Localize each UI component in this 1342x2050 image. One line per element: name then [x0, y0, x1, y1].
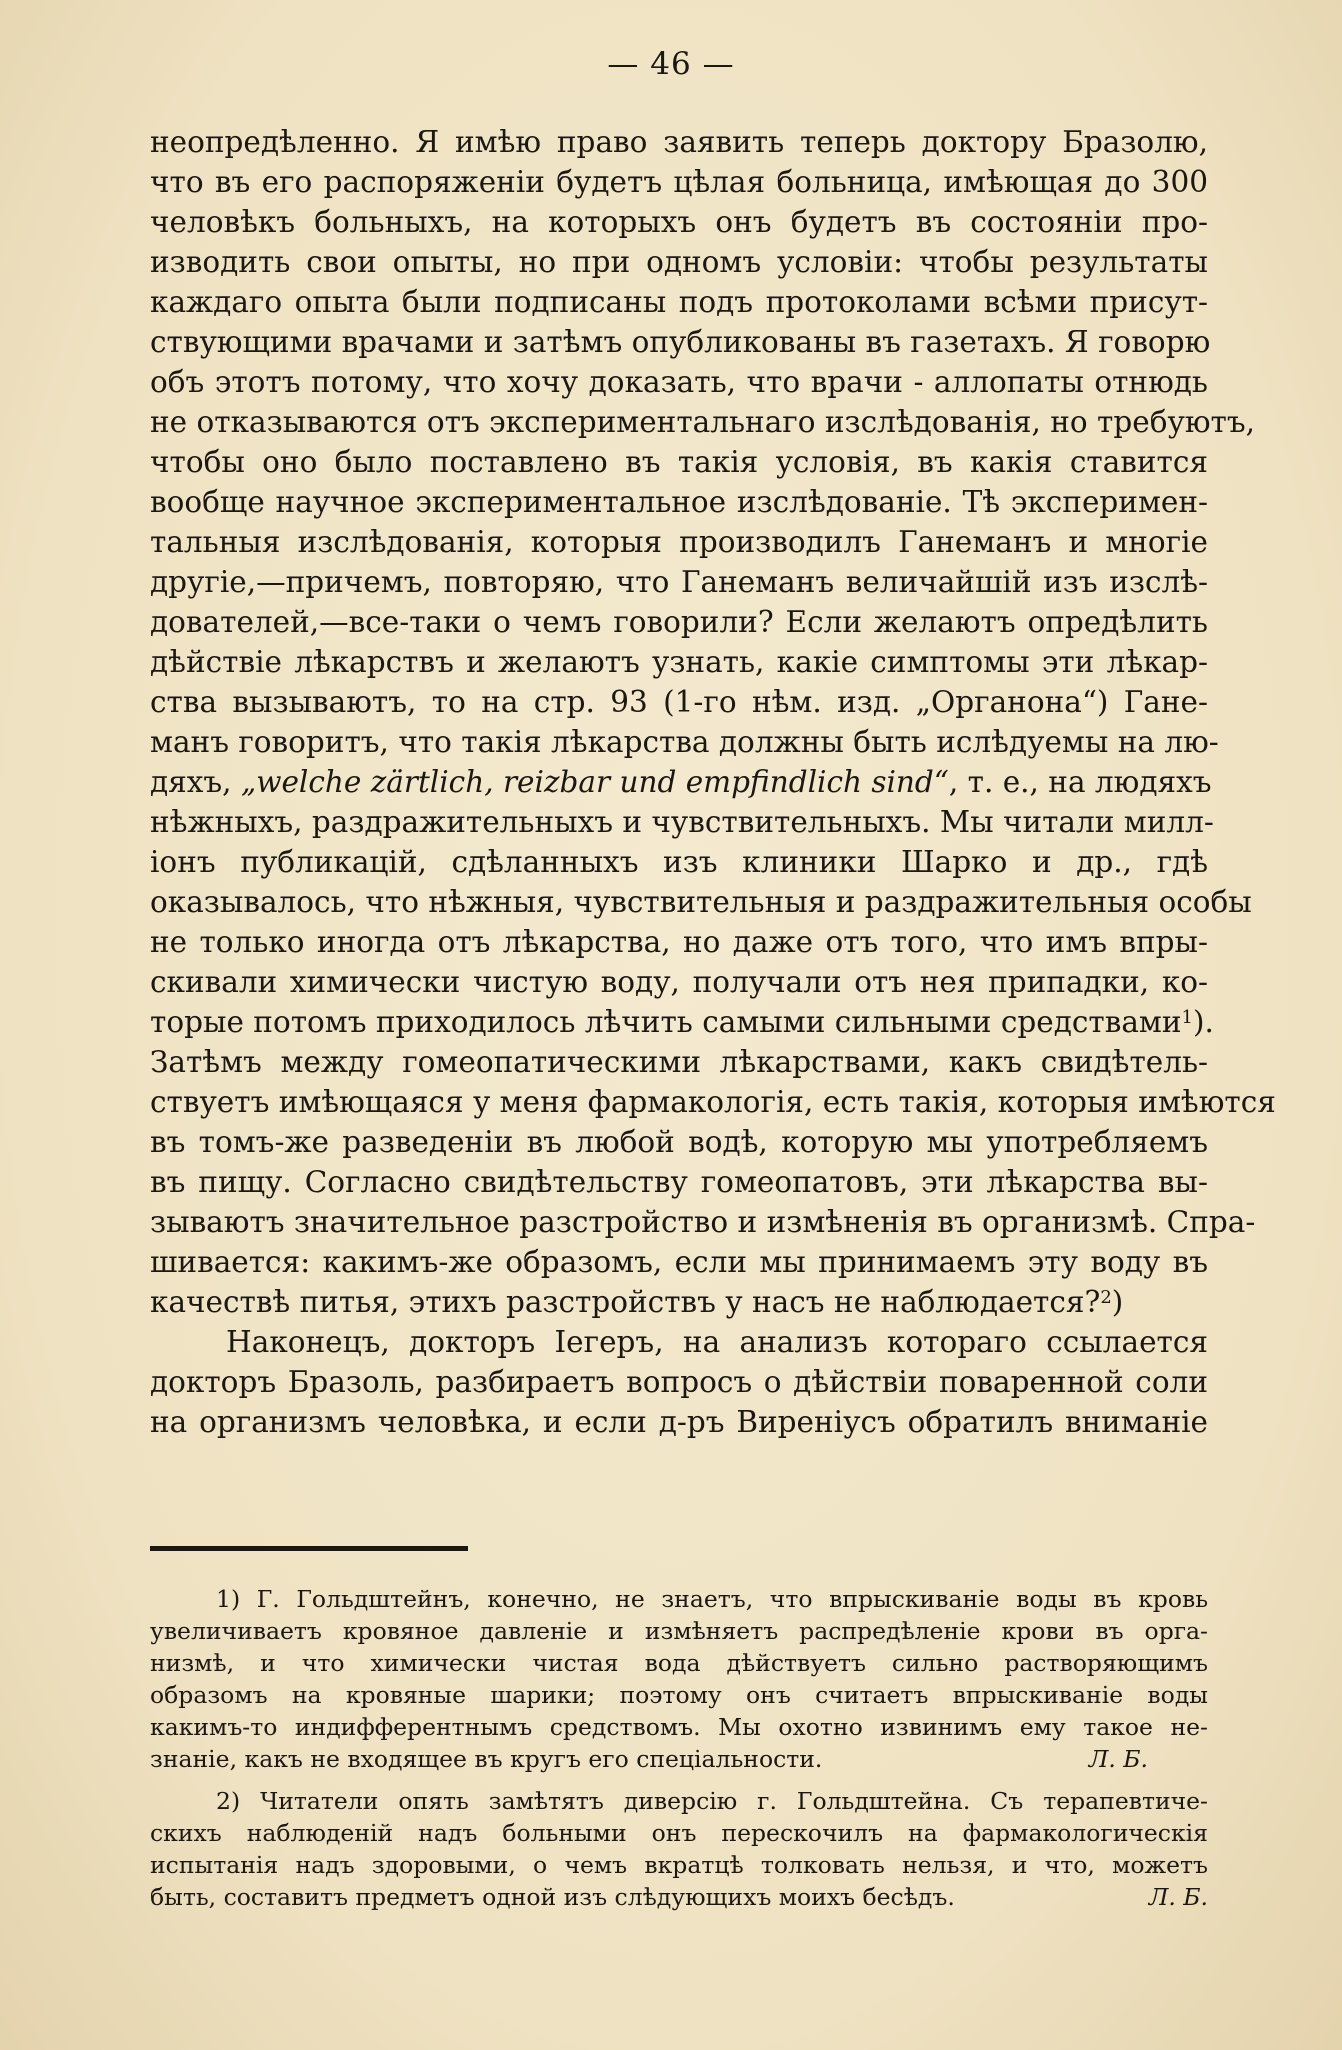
footnote-text: быть, составитъ предметъ одной изъ слѣдующихъ моихъ бесѣдъ.: [150, 1883, 955, 1911]
text-line: въ томъ-же разведеніи въ любой водѣ, которую мы употребляемъ: [150, 1125, 1208, 1159]
footnotes: [150, 1583, 1208, 1913]
text-line: чтобы оно было поставлено въ такія условія, въ какія ставится: [150, 445, 1208, 479]
text-line: человѣкъ больныхъ, на которыхъ онъ будетъ въ состояніи про-: [150, 205, 1208, 239]
footnote-ref-1: 1: [1181, 1007, 1193, 1028]
footnote-2-line: испытанія надъ здоровыми, о чемъ вкратцѣ толковать нельзя, и что, можетъ: [150, 1851, 1208, 1879]
footnote-2-last-line: [150, 1881, 1208, 1913]
text-line: не только иногда отъ лѣкарства, но даже отъ того, что имъ впры-: [150, 925, 1208, 959]
text-line: каждаго опыта были подписаны подъ протоколами всѣми присут-: [150, 285, 1208, 319]
text-line: на организмъ человѣка, и если д-ръ Виреніусъ обратилъ вниманіе: [150, 1405, 1208, 1439]
text-line: скивали химически чистую воду, получали отъ нея припадки, ко-: [150, 965, 1208, 999]
text-line: іонъ публикацій, сдѣланныхъ изъ клиники Шарко и др., гдѣ: [150, 845, 1208, 879]
footnote-text: знаніе, какъ не входящее въ кругъ его спеціальности.: [150, 1745, 823, 1773]
footnote-1-line: низмѣ, и что химически чистая вода дѣйствуетъ сильно растворяющимъ: [150, 1649, 1208, 1677]
text-line: объ этотъ потому, что хочу доказать, что врачи - аллопаты отнюдь: [150, 365, 1208, 399]
text-line-with-footnote-ref: [150, 1002, 1214, 1042]
text-line: Затѣмъ между гомеопатическими лѣкарствами, какъ свидѣтель-: [150, 1045, 1208, 1079]
footnote-2-line: 2) Читатели опять замѣтятъ диверсію г. Гольдштейна. Съ терапевтиче-: [216, 1787, 1208, 1815]
footnote-ref-2: 2: [1100, 1287, 1112, 1308]
text-line: нѣжныхъ, раздражительныхъ и чувствительныхъ. Мы читали милл-: [150, 805, 1214, 839]
text-line: оказывалось, что нѣжныя, чувствительныя и раздражительныя особы: [150, 885, 1252, 919]
text-line: въ пищу. Согласно свидѣтельству гомеопатовъ, эти лѣкарства вы-: [150, 1165, 1208, 1199]
page-number: — 46 —: [607, 46, 735, 82]
text-line: зываютъ значительное разстройство и измѣненія въ организмѣ. Спра-: [150, 1205, 1256, 1239]
footnote-divider: [150, 1546, 468, 1551]
text-line: другіе,—причемъ, повторяю, что Ганеманъ величайшій изъ изслѣ-: [150, 565, 1208, 599]
text-line: изводить свои опыты, но при одномъ условіи: чтобы результаты: [150, 245, 1208, 279]
text-line: неопредѣленно. Я имѣю право заявить теперь доктору Бразолю,: [150, 125, 1208, 159]
text-line: что въ его распоряженіи будетъ цѣлая больница, имѣющая до 300: [150, 165, 1208, 199]
text-line: докторъ Бразоль, разбираетъ вопросъ о дѣйствіи поваренной соли: [150, 1365, 1208, 1399]
text-line: дователей,—все-таки о чемъ говорили? Если желаютъ опредѣлить: [150, 605, 1208, 639]
text-line: не отказываются отъ экспериментальнаго изслѣдованія, но требуютъ,: [150, 405, 1255, 439]
text-fragment: ).: [1192, 1005, 1214, 1039]
text-line: шивается: какимъ-же образомъ, если мы принимаемъ эту воду въ: [150, 1245, 1208, 1279]
footnote-1-line: 1) Г. Гольдштейнъ, конечно, не знаетъ, что впрыскиваніе воды въ кровь: [216, 1585, 1208, 1613]
text-fragment: качествѣ питья, этихъ разстройствъ у насъ не наблюдается?: [150, 1285, 1101, 1319]
footnote-1-last-line: [150, 1743, 1208, 1775]
footnote-1-line: какимъ-то индифферентнымъ средствомъ. Мы охотно извинимъ ему такое не-: [150, 1713, 1208, 1741]
paragraph-start: Наконецъ, докторъ Іегеръ, на анализъ котораго ссылается: [226, 1325, 1208, 1359]
text-line: вообще научное экспериментальное изслѣдованіе. Тѣ эксперимен-: [150, 485, 1208, 519]
text-fragment: дяхъ,: [150, 765, 241, 799]
text-fragment: , т. е., на людяхъ: [948, 765, 1212, 799]
text-line: манъ говоритъ, что такія лѣкарства должны быть ислѣдуемы на лю-: [150, 725, 1219, 759]
footnote-2-line: скихъ наблюденій надъ больными онъ перескочилъ на фармакологическія: [150, 1819, 1208, 1847]
main-text: [150, 122, 1276, 1442]
text-line: дѣйствіе лѣкарствъ и желаютъ узнать, какіе симптомы эти лѣкар-: [150, 645, 1208, 679]
german-quote: „welche zärtlich, reizbar und empfindlich sind“: [240, 765, 949, 799]
footnote-signature: Л. Б.: [1088, 1745, 1148, 1773]
footnote-1-line: увеличиваетъ кровяное давленіе и измѣняетъ распредѣленіе крови въ орга-: [150, 1617, 1208, 1645]
text-line-with-footnote-ref: [150, 1282, 1208, 1322]
text-fragment: торые потомъ приходилось лѣчить самыми сильными средствами: [150, 1005, 1182, 1039]
text-line-with-german-quote: [150, 762, 1212, 802]
text-fragment: ): [1111, 1285, 1124, 1319]
text-line: ствующими врачами и затѣмъ опубликованы въ газетахъ. Я говорю: [150, 325, 1211, 359]
text-line: тальныя изслѣдованія, которыя производилъ Ганеманъ и многіе: [150, 525, 1208, 559]
footnote-1-line: образомъ на кровяные шарики; поэтому онъ считаетъ впрыскиваніе воды: [150, 1681, 1208, 1709]
footnote-signature: Л. Б.: [1148, 1883, 1208, 1911]
text-line: ства вызываютъ, то на стр. 93 (1-го нѣм. изд. „Органона“) Гане-: [150, 685, 1208, 719]
text-line: ствуетъ имѣющаяся у меня фармакологія, есть такія, которыя имѣются: [150, 1085, 1276, 1119]
